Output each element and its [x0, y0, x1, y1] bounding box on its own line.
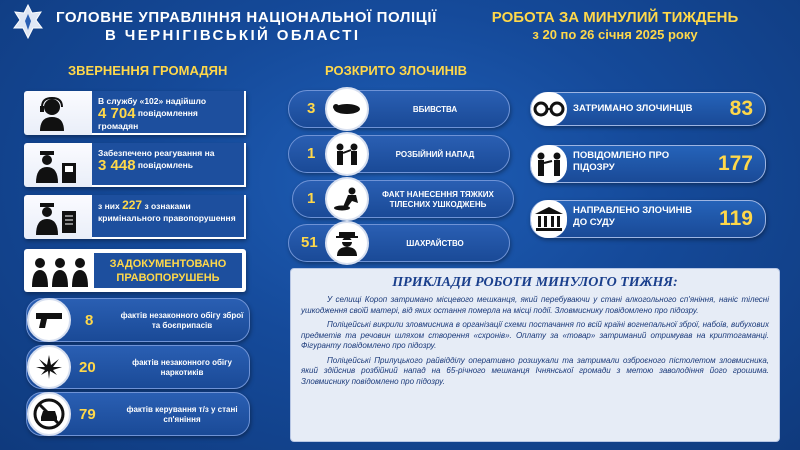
robbery-value: 1 — [307, 145, 316, 162]
documented-drunk-driving — [26, 392, 250, 436]
examples-panel — [290, 268, 780, 442]
solved-robbery — [288, 135, 510, 173]
robbery-label: РОЗБІЙНИЙ НАПАД — [395, 150, 475, 159]
murders-value: 3 — [307, 100, 316, 117]
police-emblem-icon — [13, 4, 43, 40]
fraud-label: ШАХРАЙСТВО — [406, 239, 464, 248]
solved-murders — [288, 90, 510, 128]
examples-title: ПРИКЛАДИ РОБОТИ МИНУЛОГО ТИЖНЯ: — [392, 275, 678, 290]
drunk-driving-label: фактів керування т/з у стані сп'яніння — [126, 405, 238, 424]
documented-title: ЗАДОКУМЕНТОВАНО ПРАВОПОРУШЕНЬ — [94, 253, 242, 288]
assault-value: 1 — [307, 190, 316, 207]
body-outline-icon — [332, 99, 362, 119]
week-title: РОБОТА ЗА МИНУЛИЙ ТИЖДЕНЬ — [491, 9, 739, 26]
appeal-102-suffix: повідомлення громадян — [98, 108, 198, 131]
pistol-icon — [34, 310, 64, 330]
example-paragraph: Поліцейські Прилуцького райвідділу оперативно розшукали та затримали озброєного пістолетом зловмисника, який здійснив розбійний напад на 65-річного мешканця Ічнянської громади з метою заволодіння його грошима. Зловмиснику повідомлено про підозру. — [301, 355, 769, 386]
interrogation-icon — [534, 151, 564, 177]
header-title: ГОЛОВНЕ УПРАВЛІННЯ НАЦІОНАЛЬНОЇ ПОЛІЦІЇ — [56, 9, 437, 26]
example-paragraph: Поліцейські викрили зловмисника в організації схеми постачання по всій країні вогнепальної зброї, набоїв, вибухових предметів та речовин шляхом створення «схронів». Оплату за «товар» затриманий отримував на криптогаманці. Фігуранту повідомлено про підозру. — [301, 320, 769, 350]
no-drunk-driving-icon — [33, 398, 65, 430]
documented-header — [24, 249, 246, 292]
handcuffs-icon — [533, 100, 565, 118]
documented-weapons — [26, 298, 250, 342]
result-suspicion — [530, 145, 766, 183]
detained-label: ЗАТРИМАНО ЗЛОЧИНЦІВ — [573, 103, 693, 114]
weapons-value: 8 — [85, 312, 94, 329]
appeal-response-suffix: повідомлень — [137, 160, 193, 170]
assault-icon — [332, 187, 362, 211]
solved-section-title: РОЗКРИТО ЗЛОЧИНІВ — [325, 63, 467, 78]
appeal-response-prefix: Забезпечено реагування на — [98, 148, 215, 158]
example-paragraph: У селищі Короп затримано місцевого мешканця, який перебуваючи у стані алкогольного сп'яніння, наніс тілесні ушкодження своїй матері, від яких остання померла на місці події. Зловмиснику повідомлено про підозру. — [301, 295, 769, 315]
detained-value: 83 — [729, 97, 753, 120]
header-subtitle: В ЧЕРНІГІВСЬКІЙ ОБЛАСТІ — [105, 27, 361, 44]
drugs-label: фактів незаконного обігу наркотиків — [132, 358, 232, 377]
suspicion-value: 177 — [717, 152, 753, 175]
appeal-card-102 — [24, 91, 246, 135]
appeal-response-text — [92, 143, 246, 187]
appeal-criminal-suffix: з ознаками кримінального правопорушення — [98, 201, 236, 223]
suspicion-label: ПОВІДОМЛЕНО ПРО ПІДОЗРУ — [573, 150, 670, 173]
officer-report-icon — [30, 201, 84, 235]
courthouse-icon — [534, 206, 564, 232]
appeal-card-criminal — [24, 195, 246, 239]
drunk-driving-value: 79 — [79, 406, 96, 423]
result-detained — [530, 92, 766, 126]
appeal-102-prefix: В службу «102» надійшло — [98, 96, 207, 106]
assault-label: ФАКТ НАНЕСЕННЯ ТЯЖКИХ ТІЛЕСНИХ УШКОДЖЕНЬ — [382, 190, 494, 209]
fraud-value: 51 — [301, 234, 318, 251]
appeal-criminal-prefix: з них — [98, 201, 120, 211]
drugs-value: 20 — [79, 359, 96, 376]
solved-fraud — [288, 224, 510, 262]
documented-drugs — [26, 345, 250, 389]
appeal-102-number: 4 704 — [98, 104, 136, 122]
fraudster-icon — [333, 230, 361, 256]
police-officer-icon — [30, 149, 84, 183]
court-label: НАПРАВЛЕНО ЗЛОЧИНІВ ДО СУДУ — [573, 205, 692, 228]
operator-headset-icon — [30, 97, 84, 131]
cannabis-leaf-icon — [35, 354, 63, 380]
appeal-card-response — [24, 143, 246, 187]
week-period: з 20 по 26 січня 2025 року — [532, 27, 698, 42]
appeal-response-number: 3 448 — [98, 156, 136, 174]
result-court — [530, 200, 766, 238]
appeal-criminal-number: 227 — [122, 198, 143, 212]
weapons-label: фактів незаконного обігу зброї та боєприпасів — [120, 311, 244, 330]
appeal-criminal-text — [92, 195, 246, 239]
court-value: 119 — [719, 207, 753, 230]
robbery-icon — [332, 142, 362, 166]
solved-assault — [292, 180, 514, 218]
appeals-section-title: ЗВЕРНЕННЯ ГРОМАДЯН — [68, 63, 228, 78]
murders-label: ВБИВСТВА — [412, 105, 458, 114]
appeal-102-text — [92, 91, 246, 135]
police-team-icon — [30, 255, 90, 287]
